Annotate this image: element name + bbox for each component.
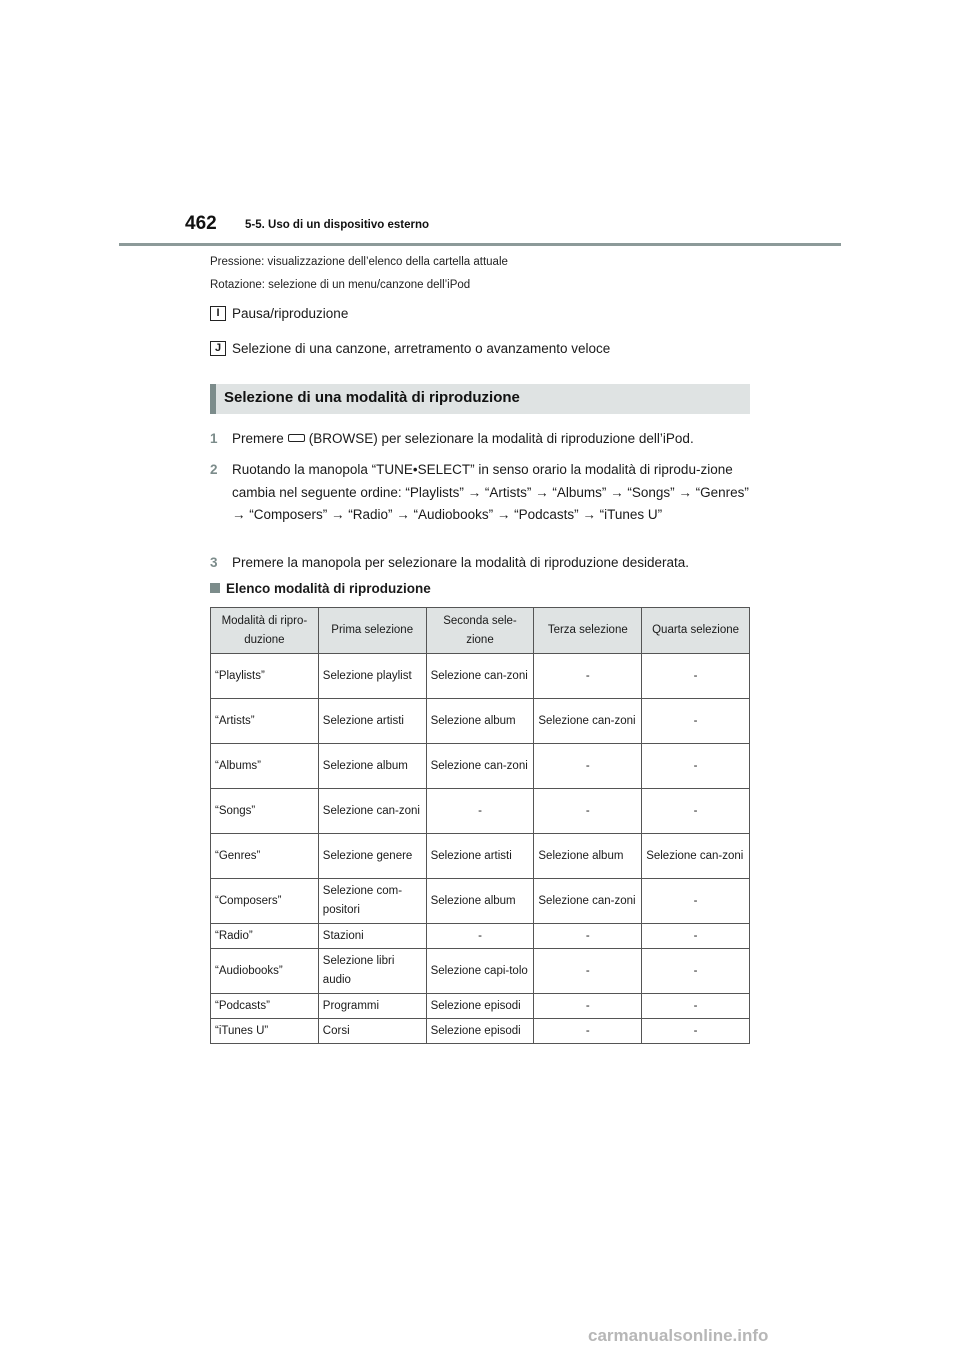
step-2 — [210, 459, 750, 527]
column-header: Quarta selezione — [642, 608, 750, 654]
table-row — [211, 744, 750, 789]
table-cell: Selezione libri audio — [318, 949, 426, 994]
table-cell: “Podcasts” — [211, 994, 319, 1019]
key-description-j: Selezione di una canzone, arretramento o avanzamento veloce — [232, 341, 611, 356]
step-1 — [210, 428, 750, 451]
table-cell: - — [426, 789, 534, 834]
table-cell: “Audiobooks” — [211, 949, 319, 994]
column-header: Seconda sele-zione — [426, 608, 534, 654]
table-cell: - — [642, 744, 750, 789]
table-cell: - — [534, 994, 642, 1019]
table-cell: Selezione episodi — [426, 1019, 534, 1044]
key-label-i: I — [210, 306, 226, 321]
press-description: Pressione: visualizzazione dell’elenco della cartella attuale — [210, 256, 508, 268]
table-cell: Selezione artisti — [426, 834, 534, 879]
table-cell: “Genres” — [211, 834, 319, 879]
table-cell: - — [642, 789, 750, 834]
step-number: 3 — [210, 555, 218, 570]
table-cell: Selezione album — [318, 744, 426, 789]
table-cell: Selezione album — [534, 834, 642, 879]
table-cell: “Songs” — [211, 789, 319, 834]
table-cell: “Playlists” — [211, 654, 319, 699]
table-row — [211, 949, 750, 994]
step-text-after: (BROWSE) per selezionare la modalità di riproduzione dell’iPod. — [308, 431, 694, 446]
table-row — [211, 654, 750, 699]
table-cell: Selezione album — [426, 879, 534, 924]
key-label-j: J — [210, 341, 226, 356]
table-row — [211, 699, 750, 744]
table-cell: Corsi — [318, 1019, 426, 1044]
table-row — [211, 994, 750, 1019]
table-heading — [210, 581, 431, 596]
step-number: 1 — [210, 431, 218, 446]
key-row-j — [210, 341, 610, 356]
table-cell: - — [642, 699, 750, 744]
step-text-before: Premere — [232, 431, 284, 446]
step-3 — [210, 552, 750, 575]
table-cell: Selezione can-zoni — [318, 789, 426, 834]
table-row — [211, 1019, 750, 1044]
table-cell: - — [534, 744, 642, 789]
table-cell: “Artists” — [211, 699, 319, 744]
table-cell: Selezione com-positori — [318, 879, 426, 924]
table-cell: - — [426, 924, 534, 949]
table-cell: “Composers” — [211, 879, 319, 924]
table-cell: “Radio” — [211, 924, 319, 949]
step-number: 2 — [210, 462, 218, 477]
table-cell: - — [642, 994, 750, 1019]
table-cell: Selezione playlist — [318, 654, 426, 699]
step-text: Premere la manopola per selezionare la modalità di riproduzione desiderata. — [232, 555, 690, 570]
table-cell: “iTunes U” — [211, 1019, 319, 1044]
step-text: Ruotando la manopola “TUNE•SELECT” in senso orario la modalità di riprodu-zione cambia nel seguente ordine: “Playlists” → “Artists” → “Albums” → “Songs” → “Genres” → “Composers” → “Radio” → “Audiobooks” → “Podcasts” → “iTunes U” — [232, 462, 749, 522]
table-cell: - — [642, 949, 750, 994]
column-header: Terza selezione — [534, 608, 642, 654]
table-cell: - — [642, 1019, 750, 1044]
table-cell: - — [534, 924, 642, 949]
table-cell: Selezione artisti — [318, 699, 426, 744]
column-header: Prima selezione — [318, 608, 426, 654]
table-row — [211, 834, 750, 879]
watermark: carmanualsonline.info — [588, 1326, 769, 1345]
table-row — [211, 924, 750, 949]
table-header-row — [211, 608, 750, 654]
header-rule — [119, 243, 841, 246]
table-row — [211, 789, 750, 834]
table-cell: - — [642, 879, 750, 924]
page-number: 462 — [185, 213, 217, 234]
rotate-description: Rotazione: selezione di un menu/canzone dell’iPod — [210, 279, 471, 291]
section-title: 5-5. Uso di un dispositivo esterno — [245, 219, 430, 231]
section-heading: Selezione di una modalità di riproduzione — [224, 389, 520, 406]
table-cell: - — [642, 924, 750, 949]
section-heading-bar — [210, 384, 750, 414]
table-cell: Stazioni — [318, 924, 426, 949]
table-cell: Selezione can-zoni — [642, 834, 750, 879]
step-text — [232, 428, 750, 451]
table-cell: Selezione genere — [318, 834, 426, 879]
table-heading-label: Elenco modalità di riproduzione — [226, 581, 431, 596]
table-cell: Selezione capi-tolo — [426, 949, 534, 994]
table-cell: Selezione can-zoni — [426, 744, 534, 789]
column-header: Modalità di ripro-duzione — [211, 608, 319, 654]
square-bullet-icon — [210, 583, 220, 593]
table-cell: - — [534, 949, 642, 994]
table-cell: - — [534, 789, 642, 834]
table-cell: - — [534, 654, 642, 699]
table-cell: Selezione episodi — [426, 994, 534, 1019]
table-cell: Selezione can-zoni — [534, 699, 642, 744]
browse-button-icon — [288, 434, 305, 442]
table-cell: Selezione can-zoni — [426, 654, 534, 699]
table-cell: Programmi — [318, 994, 426, 1019]
table-row — [211, 879, 750, 924]
table-cell: Selezione can-zoni — [534, 879, 642, 924]
table-cell: “Albums” — [211, 744, 319, 789]
key-description-i: Pausa/riproduzione — [232, 306, 349, 321]
table-cell: - — [642, 654, 750, 699]
playback-modes-table — [210, 607, 750, 1044]
table-cell: - — [534, 1019, 642, 1044]
table-cell: Selezione album — [426, 699, 534, 744]
key-row-i — [210, 306, 348, 321]
